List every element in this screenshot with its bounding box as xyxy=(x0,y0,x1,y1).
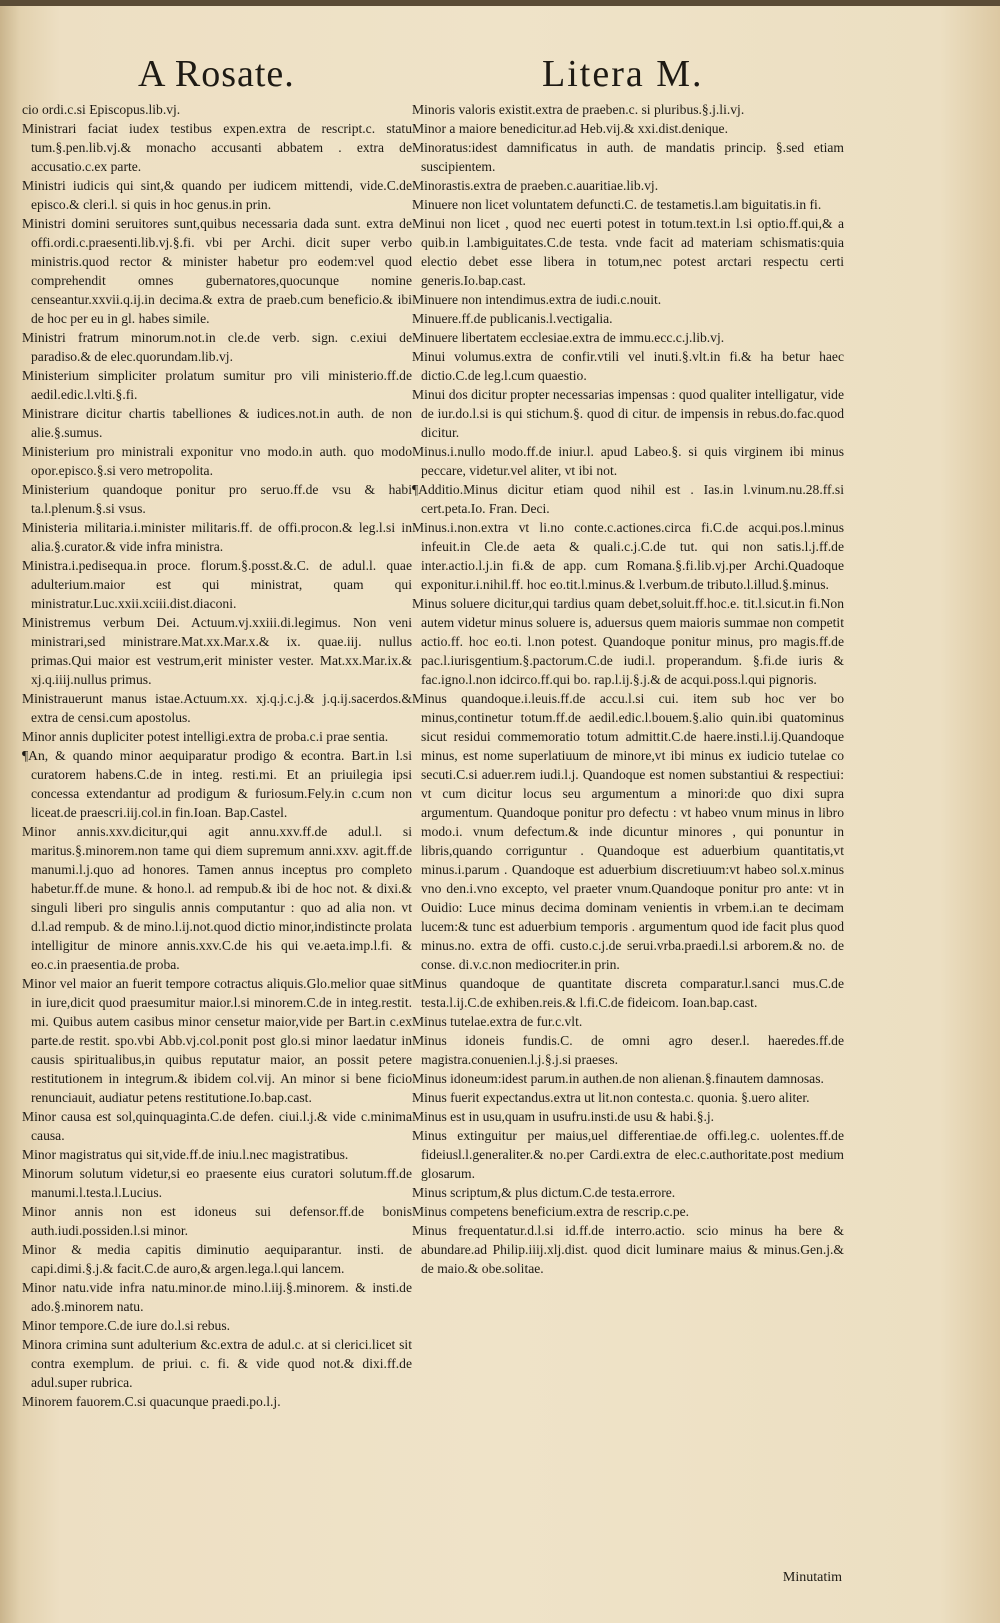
entry: Ministrari faciat iudex testibus expen.extra de rescript.c. statu tum.§.pen.lib.vj.& monacho accusanti abbatem . extra de accusatio.c.ex parte. xyxy=(22,121,412,174)
entry: Minui volumus.extra de confir.vtili vel inuti.§.vlt.in fi.& ha betur haec dictio.C.de leg.l.cum quaestio. xyxy=(412,349,844,383)
catchword: Minutatim xyxy=(782,1570,842,1585)
entry: Minus.i.non.extra vt li.no conte.c.actiones.circa fi.C.de acqui.pos.l.minus infeuit.in Cle.de aeta & quali.c.j.C.de tut. qui non satis.l.j.ff.de inter.actio.l.j.in fi.& de app. cum Romana.§.fi.lib.vj.per Archi.Quadoque exponitur.i.nihil.ff. hoc eo.tit.l.minus.& l.verbum.de tributo.l.illud.§.minus. xyxy=(412,520,844,592)
entry: cio ordi.c.si Episcopus.lib.vj. xyxy=(22,102,181,117)
entry: Minoratus:idest damnificatus in auth. de mandatis princip. §.sed etiam suscipientem. xyxy=(412,140,844,174)
entry: Minor causa est sol,quinquaginta.C.de defen. ciui.l.j.& vide c.minima causa. xyxy=(22,1109,412,1143)
entry: Ministrauerunt manus istae.Actuum.xx. xj.q.j.c.j.& j.q.ij.sacerdos.& extra de censi.cum apostolus. xyxy=(22,691,412,725)
entry: Ministri domini seruitores sunt,quibus necessaria dada sunt. extra de offi.ordi.c.praesenti.lib.vj.§.fi. vbi per Archi. dicit super verbo ministris.quod rector & minister habetur pro eodem:vel quod comprehendit omnes gubernatores,quocunque nomine censeantur.xxvii.q.ij.in decima.& extra de praeb.cum beneficio.& ibi de hoc per eu in gl. habes simile. xyxy=(22,216,412,326)
entry: Minor natu.vide infra natu.minor.de mino.l.iij.§.minorem. & insti.de ado.§.minorem natu. xyxy=(22,1280,412,1314)
entry: Minor annis.xxv.dicitur,qui agit annu.xxv.ff.de adul.l. si maritus.§.minorem.non tame qui diem supremum anni.xxv. agit.ff.de manumi.l.j.quo ad honores. Tamen annus inceptus pro completo habetur.ff.de mune. & hono.l. ad rempub.& ibi de hoc not. & dixi.& singuli liberi pro singulis annis computantur : quo ad alia non. vt d.l.ad rempub. & de mino.l.ij.not.quod dictio minor,indistincte prolata intelligitur de minore annis.xxv.C.de his qui ve.aeta.imp.l.fi. & eo.c.in praesentia.de proba. xyxy=(22,824,412,972)
entry: Ministeria militaria.i.minister militaris.ff. de offi.procon.& leg.l.si in alia.§.curator.& vide infra ministra. xyxy=(22,520,412,554)
entry: Minus extinguitur per maius,uel differentiae.de offi.leg.c. uolentes.ff.de fideiusl.l.generaliter.& no.per Cardi.extra de elec.c.authoritate.post medium glosarum. xyxy=(412,1128,844,1181)
entry: ¶An, & quando minor aequiparatur prodigo & econtra. Bart.in l.si curatorem habens.C.de in integ. resti.mi. Et an priuilegia ipsi concessa extendantur ad prodigum & furiosum.Fely.in c.cum non liceat.de praescri.iij.col.in fin.Ioan. Bap.Castel. xyxy=(22,748,412,820)
entry: Minuere non licet voluntatem defuncti.C. de testametis.l.am biguitatis.in fi. xyxy=(412,197,822,212)
entry: Minuere.ff.de publicanis.l.vectigalia. xyxy=(412,311,613,326)
entry: Minui dos dicitur propter necessarias impensas : quod qualiter intelligatur, vide de iur.do.l.si is qui stichum.§. quod di citur. de impensis in rebus.do.fac.quod dicitur. xyxy=(412,387,844,440)
entry: Ministri iudicis qui sint,& quando per iudicem mittendi, vide.C.de episco.& cleri.l. si quis in hoc genus.in prin. xyxy=(22,178,412,212)
entry: Minui non licet , quod nec euerti potest in totum.text.in l.si optio.ff.qui,& a quib.in l.ambiguitates.C.de testa. vnde facit ad materiam schismatis:quia electio debet esse libera in totum,nec potest arctari respectu certi generis.Io.bap.cast. xyxy=(412,216,844,288)
entry: Ministerium quandoque ponitur pro seruo.ff.de vsu & habi ta.l.plenum.§.si vsus. xyxy=(22,482,412,516)
entry: Minor annis non est idoneus sui defensor.ff.de bonis auth.iudi.possiden.l.si minor. xyxy=(22,1204,412,1238)
entry: Ministerium simpliciter prolatum sumitur pro vili ministerio.ff.de aedil.edic.l.vlti.§.fi. xyxy=(22,368,412,402)
entry: Minor vel maior an fuerit tempore cotractus aliquis.Glo.melior quae sit in iure,dicit quod praesumitur maior.l.si minorem.C.de in integ.restit. mi. Quibus autem casibus minor censetur maior,vide per Bart.in c.ex parte.de restit. spo.vbi Abb.vj.col.ponit post glo.si minor laedatur in causis spiritualibus,in quibus reputatur maior, an possit petere restitutionem in integrum.& ibidem col.vij. An minor si bene ficio renunciauit, audiatur petens restitutione.Io.bap.cast. xyxy=(22,976,412,1105)
entry: Minus competens beneficium.extra de rescrip.c.pe. xyxy=(412,1204,690,1219)
entry: Minus idoneis fundis.C. de omni agro deser.l. haeredes.ff.de magistra.conuenien.l.j.§.j.si praeses. xyxy=(412,1033,844,1067)
entry: Minor tempore.C.de iure do.l.si rebus. xyxy=(22,1318,231,1333)
entry: Ministremus verbum Dei. Actuum.vj.xxiii.di.legimus. Non veni ministrari,sed ministrare.Mat.xx.Mar.x.& ix. quae.iij. nullus primas.Qui maior est vestrum,erit minister vester. Mat.xx.Mar.ix.& xj.q.iiij.nullus primus. xyxy=(22,615,412,687)
entry: Minus frequentatur.d.l.si id.ff.de interro.actio. scio minus ha bere & abundare.ad Philip.iiij.xlj.dist. quod dicit luminare maius & minus.Gen.j.& de maio.& obe.solitae. xyxy=(412,1223,844,1276)
left-column xyxy=(22,100,412,1411)
entry: Minus quandoque de quantitate discreta comparatur.l.sanci mus.C.de testa.l.ij.C.de exhiben.reis.& l.fi.C.de fideicom. Ioan.bap.cast. xyxy=(412,976,844,1010)
entry: Ministra.i.pedisequa.in proce. florum.§.posst.&.C. de adul.l. quae adulterium.maior est qui ministrat, quam qui ministratur.Luc.xxii.xciii.dist.diaconi. xyxy=(22,558,412,611)
entry: Ministerium pro ministrali exponitur vno modo.in auth. quo modo opor.episco.§.si vero metropolita. xyxy=(22,444,412,478)
entry: Minus idoneum:idest parum.in authen.de non alienan.§.finautem damnosas. xyxy=(412,1071,824,1086)
right-column xyxy=(412,100,844,1278)
header-left: A Rosate. xyxy=(138,53,295,95)
entry: Minus soluere dicitur,qui tardius quam debet,soluit.ff.hoc.e. tit.l.sicut.in fi.Non autem videtur minus soluere is, aduersus quem maioris summae non competit actio.ff. hoc eo.ti. l.non potest. Quandoque ponitur minus, pro magis.ff.de pac.l.iurisgentium.§.pactorum.C.de iudi.l. properandum. §.fi.de iuris & fac.igno.l.non idcirco.ff.qui bo. rap.l.ij.§.j.& de acqui.poss.l.qui pignoris. xyxy=(412,596,844,687)
entry: Minus tutelae.extra de fur.c.vlt. xyxy=(412,1014,583,1029)
entry: Minorastis.extra de praeben.c.auaritiae.lib.vj. xyxy=(412,178,659,193)
entry: Minor & media capitis diminutio aequiparantur. insti. de capi.dimi.§.j.& facit.C.de auro,& argen.lega.l.qui lancem. xyxy=(22,1242,412,1276)
entry: Minuere non intendimus.extra de iudi.c.nouit. xyxy=(412,292,662,307)
entry: Minuere libertatem ecclesiae.extra de immu.ecc.c.j.lib.vj. xyxy=(412,330,725,345)
header-right: Litera M. xyxy=(542,53,704,95)
entry: Minor annis dupliciter potest intelligi.extra de proba.c.i prae sentia. xyxy=(22,729,389,744)
entry: Minor a maiore benedicitur.ad Heb.vij.& xxi.dist.denique. xyxy=(412,121,728,136)
entry: Minorum solutum videtur,si eo praesente eius curatori solutum.ff.de manumi.l.testa.l.Lucius. xyxy=(22,1166,412,1200)
top-edge xyxy=(0,0,1000,6)
entry: Minus fuerit expectandus.extra ut lit.non contesta.c. quonia. §.uero aliter. xyxy=(412,1090,810,1105)
entry: Minus est in usu,quam in usufru.insti.de usu & habi.§.j. xyxy=(412,1109,715,1124)
entry: Minus.i.nullo modo.ff.de iniur.l. apud Labeo.§. si quis virginem ibi minus peccare, videtur.vel aliter, vt ibi not. xyxy=(412,444,844,478)
entry: Minus scriptum,& plus dictum.C.de testa.errore. xyxy=(412,1185,676,1200)
entry: Minoris valoris existit.extra de praeben.c. si pluribus.§.j.li.vj. xyxy=(412,102,745,117)
entry: Minorem fauorem.C.si quacunque praedi.po.l.j. xyxy=(22,1394,281,1409)
entry: Ministri fratrum minorum.not.in cle.de verb. sign. c.exiui de paradiso.& de elec.quorundam.lib.vj. xyxy=(22,330,412,364)
entry: ¶Additio.Minus dicitur etiam quod nihil est . Ias.in l.vinum.nu.28.ff.si cert.peta.Io. Fran. Deci. xyxy=(412,482,844,516)
entry: Minora crimina sunt adulterium &c.extra de adul.c. at si clerici.licet sit contra exemplum. de priui. c. fi. & vide quod not.& dixi.ff.de adul.super rubrica. xyxy=(22,1337,412,1390)
entry: Ministrare dicitur chartis tabelliones & iudices.not.in auth. de non alie.§.sumus. xyxy=(22,406,412,440)
entry: Minor magistratus qui sit,vide.ff.de iniu.l.nec magistratibus. xyxy=(22,1147,349,1162)
entry: Minus quandoque.i.leuis.ff.de accu.l.si cui. item sub hoc ver bo minus,continetur totum.ff.de aedil.edic.l.bouem.§.alio quin.ibi quatominus sicut residui commemoratio totum admittit.C.de haere.insti.l.ij.Quandoque minus, est nome superlatiuum de minore,vt ibi minus ex iudicio tutelae co secuti.C.si aduer.rem iudi.l.j. Quandoque est nomen substantiui & respectiui: vt cum dicitur locus seu argumentum a minori:de quo dixi supra argumentum. Quandoque ponitur pro defectu : vt habeo vnum minus in libro modo.i. vnum defectum.& inde dicuntur minores , qui ponuntur in libris,quando corriguntur . Quandoque est aduerbium quantitatis,vt minus.i.parum . Quandoque est aduerbium discretiuum:vt habeo sol.x.minus vno den.i.vno excepto, vel praeter vnum.Quandoque ponitur pro ante: vt in Ouidio: Luce minus decima dominam venientis in vrbem.i.an te decimam lucem:& tunc est aduerbium temporis . argumentum quod ide facit plus quod minus.no. extra de offi. custo.c.j.de serui.vrba.praedi.l.si arborem.& no. de conse. di.v.c.non mediocriter.in prin. xyxy=(412,691,844,972)
